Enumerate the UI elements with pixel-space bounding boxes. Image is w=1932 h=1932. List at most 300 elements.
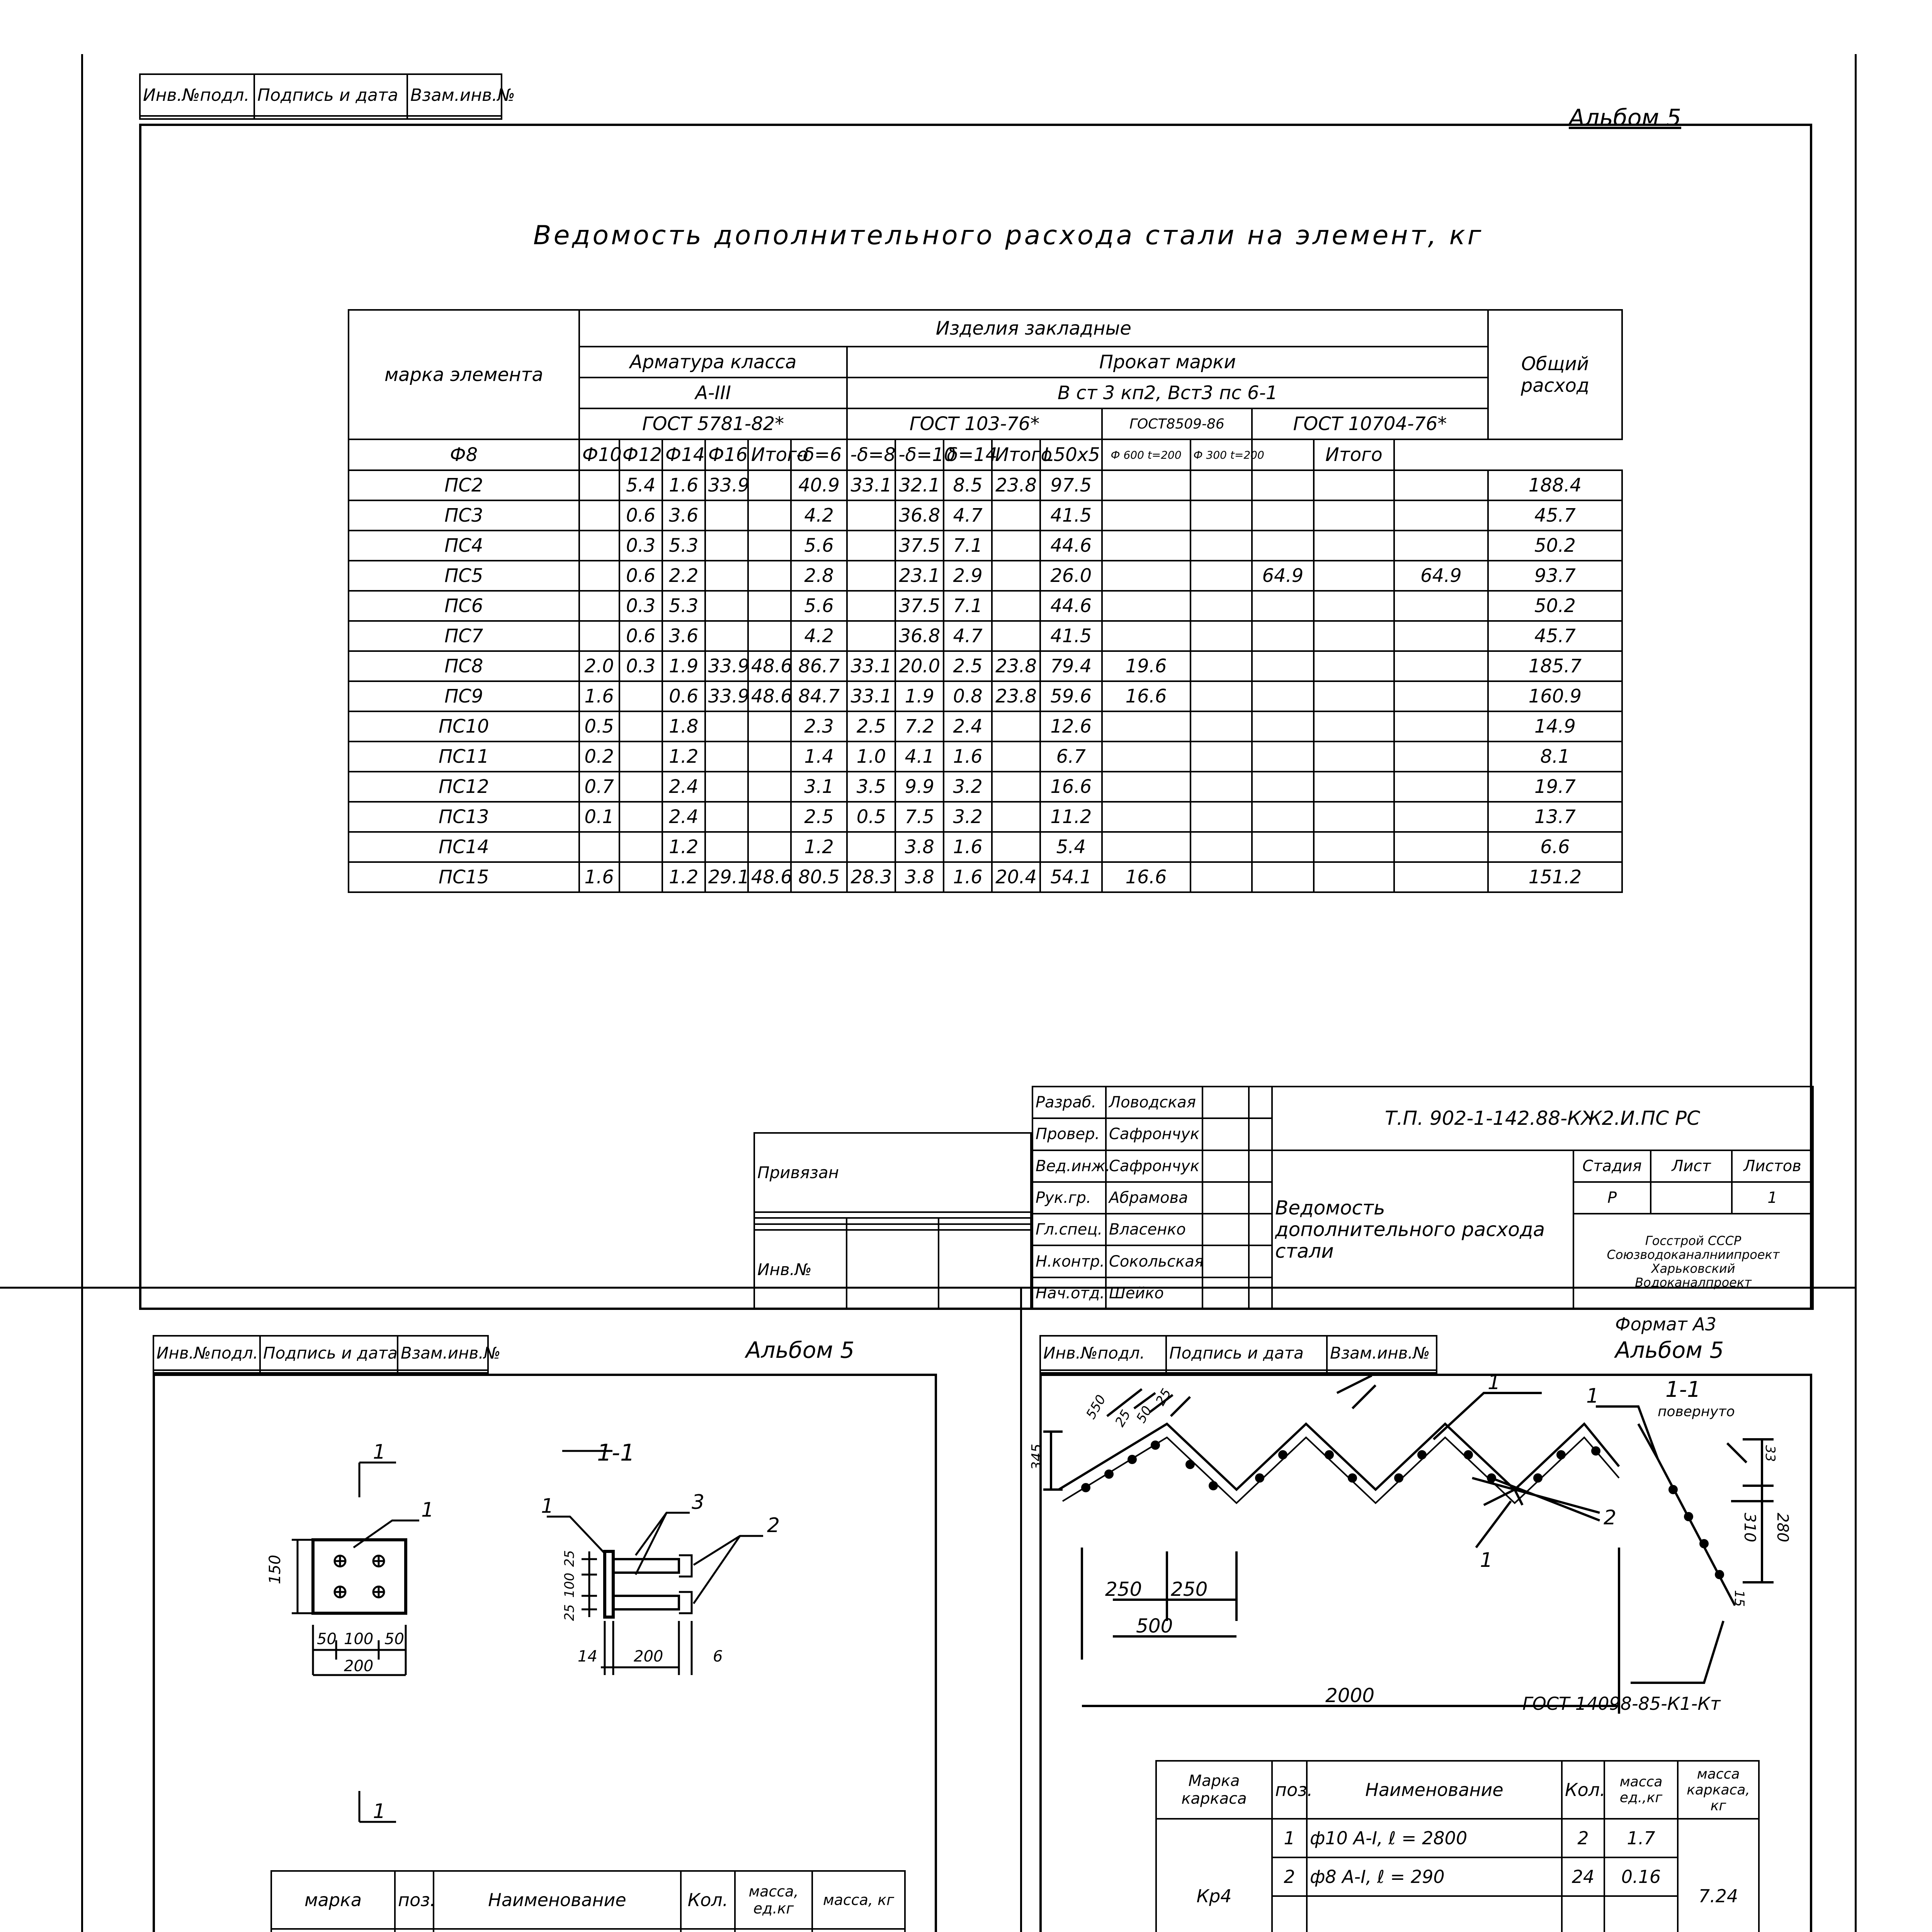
r-dim-250b: 250 — [1171, 1578, 1208, 1600]
row-cell — [1394, 651, 1488, 681]
lspec-r1-unit — [735, 1929, 812, 1932]
dim-25b: 25 — [562, 1604, 577, 1621]
top-stamp-name: Шейко — [1106, 1277, 1202, 1309]
left-callout-3: 3 — [692, 1491, 705, 1514]
row-cell: 48.6 — [748, 681, 791, 711]
col-sub-10: Итого — [992, 439, 1040, 470]
top-stamp-org1: Госстрой СССР — [1645, 1233, 1742, 1248]
row-mark: ПС12 — [349, 772, 579, 802]
row-cell: 5.4 — [619, 470, 662, 500]
lspec-r1-name — [434, 1929, 681, 1932]
table-row — [349, 531, 1622, 561]
col-sub-4: Ф16 — [705, 439, 748, 470]
col-sub-13: Ф 300 t=200 — [1190, 439, 1252, 470]
row-cell: 5.6 — [791, 531, 847, 561]
row-cell: 41.5 — [1040, 500, 1102, 531]
right-stub-replace: Взам.инв.№ — [1327, 1336, 1437, 1370]
row-cell: 2.2 — [662, 561, 705, 591]
row-cell — [619, 832, 662, 862]
row-cell: 16.6 — [1102, 862, 1190, 892]
row-cell: 1.6 — [944, 742, 992, 772]
top-stamp-name: Сафрончук — [1106, 1150, 1202, 1182]
row-cell — [1394, 500, 1488, 531]
row-cell — [619, 681, 662, 711]
row-cell — [1190, 772, 1252, 802]
dim-200: 200 — [344, 1657, 374, 1675]
row-cell: 48.6 — [748, 651, 791, 681]
left-stub-sign: Подпись и дата — [260, 1336, 398, 1370]
left-album: Альбом 5 — [746, 1337, 855, 1363]
row-cell — [1190, 711, 1252, 742]
row-cell: 44.6 — [1040, 531, 1102, 561]
row-cell: 7.1 — [944, 591, 992, 621]
row-cell — [1314, 561, 1394, 591]
top-stamp-role: Гл.спец. — [1032, 1214, 1106, 1245]
row-cell — [748, 711, 791, 742]
col-sub-0: Ф8 — [349, 439, 579, 470]
row-cell: 6.7 — [1040, 742, 1102, 772]
row-cell: 1.9 — [895, 681, 944, 711]
row-cell: 33.1 — [847, 651, 895, 681]
top-stamp-title: Ведомость дополнительного расхода стали — [1272, 1150, 1573, 1309]
row-mark: ПС10 — [349, 711, 579, 742]
table-row — [349, 862, 1622, 892]
row-cell: 0.6 — [619, 621, 662, 651]
row-mark: ПС7 — [349, 621, 579, 651]
right-album: Альбом 5 — [1615, 1337, 1724, 1363]
row-cell — [1102, 500, 1190, 531]
row-cell: 33.1 — [847, 470, 895, 500]
row-cell: 151.2 — [1488, 862, 1622, 892]
row-cell: 33.9 — [705, 470, 748, 500]
row-cell: 2.3 — [791, 711, 847, 742]
row-cell: 0.8 — [944, 681, 992, 711]
col-sub-1: Ф10 — [579, 439, 619, 470]
row-cell: 3.2 — [944, 772, 992, 802]
row-cell — [1314, 742, 1394, 772]
row-cell: 2.5 — [847, 711, 895, 742]
rspec-r2-unit: 0.16 — [1604, 1857, 1678, 1896]
row-cell: 80.5 — [791, 862, 847, 892]
row-cell: 7.5 — [895, 802, 944, 832]
row-cell: 44.6 — [1040, 591, 1102, 621]
row-mark: ПС13 — [349, 802, 579, 832]
col-sub-8: -δ=10 — [895, 439, 944, 470]
col-head-rebar: Арматура класса — [579, 347, 847, 378]
top-stamp-name: Власенко — [1106, 1214, 1202, 1245]
dim-14: 14 — [578, 1648, 597, 1665]
row-cell: 59.6 — [1040, 681, 1102, 711]
row-cell: 185.7 — [1488, 651, 1622, 681]
table-row — [349, 802, 1622, 832]
row-cell — [579, 561, 619, 591]
row-cell: 3.6 — [662, 621, 705, 651]
row-cell: 6.6 — [1488, 832, 1622, 862]
row-cell: 0.6 — [662, 681, 705, 711]
row-cell — [1102, 772, 1190, 802]
row-cell: 2.5 — [791, 802, 847, 832]
col-head-gost10704: ГОСТ 10704-76* — [1252, 408, 1488, 439]
row-cell — [1102, 531, 1190, 561]
row-cell — [1252, 772, 1314, 802]
row-cell: 3.5 — [847, 772, 895, 802]
row-cell: 28.3 — [847, 862, 895, 892]
top-stamp-org — [1573, 1214, 1813, 1309]
top-stamp-org3: Харьковский — [1651, 1261, 1735, 1276]
row-cell: 5.4 — [1040, 832, 1102, 862]
row-cell — [1252, 651, 1314, 681]
row-cell — [1314, 591, 1394, 621]
r-dim-25a: 25 — [1112, 1407, 1134, 1430]
row-cell — [1314, 651, 1394, 681]
row-cell: 7.2 — [895, 711, 944, 742]
row-mark: ПС5 — [349, 561, 579, 591]
inv-label: Инв.№ — [754, 1230, 847, 1309]
row-cell — [992, 561, 1040, 591]
row-cell — [1252, 862, 1314, 892]
r-dim-15: 15 — [1731, 1590, 1747, 1607]
r-dim-345: 345 — [1029, 1444, 1045, 1470]
lspec-h-name: Наименование — [434, 1871, 681, 1929]
table-row — [349, 772, 1622, 802]
row-cell: 97.5 — [1040, 470, 1102, 500]
rspec-r2-name: ф8 А-I, ℓ = 290 — [1307, 1857, 1562, 1896]
row-cell — [1314, 681, 1394, 711]
sheet-right-edge — [1855, 54, 1857, 1932]
table-row — [349, 742, 1622, 772]
row-cell: 2.5 — [944, 651, 992, 681]
row-cell: 0.3 — [619, 651, 662, 681]
row-cell — [705, 531, 748, 561]
row-cell: 2.8 — [791, 561, 847, 591]
row-cell — [1190, 531, 1252, 561]
table-row — [349, 832, 1622, 862]
top-stamp-org2: Союзводоканалниипроект — [1607, 1247, 1780, 1262]
col-sub-5: Итого — [748, 439, 791, 470]
row-cell — [1190, 742, 1252, 772]
table-row — [349, 651, 1622, 681]
stub-replace: Взам.инв.№ — [407, 74, 502, 116]
row-cell: 14.9 — [1488, 711, 1622, 742]
row-cell: 7.1 — [944, 531, 992, 561]
row-cell: 3.1 — [791, 772, 847, 802]
lspec-r1-qty — [681, 1929, 735, 1932]
table-row — [349, 561, 1622, 591]
row-cell: 86.7 — [791, 651, 847, 681]
right-stub-sign: Подпись и дата — [1166, 1336, 1327, 1370]
row-cell — [1102, 470, 1190, 500]
row-cell: 2.4 — [944, 711, 992, 742]
col-head-total: Общий расход — [1488, 310, 1622, 439]
left-drawing — [153, 1374, 937, 1876]
row-cell — [1102, 561, 1190, 591]
r-dim-280: 280 — [1774, 1513, 1791, 1543]
row-cell — [748, 772, 791, 802]
row-cell: 1.2 — [662, 862, 705, 892]
row-cell — [748, 802, 791, 832]
row-cell — [1394, 742, 1488, 772]
row-cell: 0.3 — [619, 531, 662, 561]
top-stamp-sheets-h: Листов — [1732, 1150, 1813, 1182]
row-cell — [1314, 500, 1394, 531]
row-cell — [847, 621, 895, 651]
row-mark: ПС3 — [349, 500, 579, 531]
r-dim-310: 310 — [1741, 1513, 1759, 1543]
right-gost: ГОСТ 14098-85-К1-Кт — [1522, 1693, 1721, 1714]
top-stamp-role: Провер. — [1032, 1118, 1106, 1150]
r-callout-1c: 1 — [1480, 1549, 1493, 1572]
row-cell: 19.7 — [1488, 772, 1622, 802]
row-cell: 5.3 — [662, 531, 705, 561]
left-callout-2: 2 — [767, 1514, 780, 1537]
rspec-h-qty: Кол. — [1562, 1761, 1604, 1819]
left-marker-top: 1 — [373, 1440, 386, 1464]
row-cell — [1394, 862, 1488, 892]
row-cell — [705, 772, 748, 802]
row-cell: 0.3 — [619, 591, 662, 621]
row-cell: 1.8 — [662, 711, 705, 742]
row-cell: 0.1 — [579, 802, 619, 832]
top-stamp-sheet-h: Лист — [1651, 1150, 1732, 1182]
row-cell — [619, 802, 662, 832]
left-stub-inv: Инв.№подл. — [153, 1336, 260, 1370]
dim-150: 150 — [266, 1554, 284, 1584]
rspec-h-pos: поз. — [1272, 1761, 1307, 1819]
row-cell — [579, 591, 619, 621]
row-cell — [1102, 742, 1190, 772]
row-cell: 5.3 — [662, 591, 705, 621]
row-cell — [992, 832, 1040, 862]
row-cell — [1314, 470, 1394, 500]
row-cell: 2.4 — [662, 802, 705, 832]
row-cell — [1190, 651, 1252, 681]
rspec-r1-name: ф10 А-I, ℓ = 2800 — [1307, 1819, 1562, 1857]
lspec-h-mark: марка — [271, 1871, 395, 1929]
row-cell — [1314, 832, 1394, 862]
row-cell — [1102, 591, 1190, 621]
row-cell: 0.2 — [579, 742, 619, 772]
dim-50a: 50 — [317, 1630, 337, 1648]
row-cell: 1.2 — [662, 742, 705, 772]
row-cell — [1102, 621, 1190, 651]
row-cell: 23.8 — [992, 470, 1040, 500]
row-cell: 20.0 — [895, 651, 944, 681]
r-callout-2: 2 — [1604, 1506, 1617, 1529]
col-head-gost103: ГОСТ 103-76* — [847, 408, 1102, 439]
lspec-h-pos: поз. — [395, 1871, 434, 1929]
row-cell: 36.8 — [895, 500, 944, 531]
row-cell — [1394, 802, 1488, 832]
row-cell: 84.7 — [791, 681, 847, 711]
row-mark: ПС15 — [349, 862, 579, 892]
row-cell — [847, 591, 895, 621]
row-cell — [1314, 802, 1394, 832]
top-stamp-name: Сокольская — [1106, 1245, 1202, 1277]
steel-table — [348, 309, 1623, 893]
row-cell: 1.6 — [579, 862, 619, 892]
row-mark: ПС9 — [349, 681, 579, 711]
table-row — [349, 500, 1622, 531]
top-stamp-sheets: 1 — [1732, 1182, 1813, 1214]
rspec-mark: Кр4 — [1156, 1819, 1272, 1932]
row-cell — [992, 772, 1040, 802]
row-cell: 2.0 — [579, 651, 619, 681]
row-cell: 19.6 — [1102, 651, 1190, 681]
top-stamp-name: Сафрончук — [1106, 1118, 1202, 1150]
col-sub-3: Ф14 — [662, 439, 705, 470]
lspec-h-qty: Кол. — [681, 1871, 735, 1929]
top-stub — [139, 73, 515, 120]
col-head-rolled-grade: В ст 3 кп2, Вст3 пс 6-1 — [847, 378, 1488, 408]
row-cell — [1314, 621, 1394, 651]
row-cell: 8.5 — [944, 470, 992, 500]
row-mark: ПС4 — [349, 531, 579, 561]
row-cell: 4.7 — [944, 621, 992, 651]
lspec-r1-pos — [395, 1929, 434, 1932]
row-cell: 0.6 — [619, 500, 662, 531]
r-dim-25b: 25 — [1153, 1386, 1175, 1408]
row-cell: 41.5 — [1040, 621, 1102, 651]
r-dim-50: 50 — [1133, 1403, 1155, 1426]
row-cell — [1314, 531, 1394, 561]
row-cell — [1314, 862, 1394, 892]
row-cell: 0.5 — [847, 802, 895, 832]
r-dim-250a: 250 — [1105, 1578, 1142, 1600]
row-cell: 1.6 — [579, 681, 619, 711]
dim-200b: 200 — [634, 1648, 663, 1665]
row-cell — [1102, 802, 1190, 832]
row-cell — [847, 531, 895, 561]
table-row — [349, 681, 1622, 711]
row-cell — [748, 621, 791, 651]
row-cell — [705, 591, 748, 621]
row-cell: 16.6 — [1102, 681, 1190, 711]
stub-sign: Подпись и дата — [254, 74, 407, 116]
right-stub — [1039, 1335, 1437, 1374]
row-cell — [705, 802, 748, 832]
row-cell: 1.9 — [662, 651, 705, 681]
row-cell: 0.7 — [579, 772, 619, 802]
row-mark: ПС14 — [349, 832, 579, 862]
row-cell — [1190, 862, 1252, 892]
row-cell: 9.9 — [895, 772, 944, 802]
top-stamp-stage: Р — [1573, 1182, 1651, 1214]
row-cell — [1252, 742, 1314, 772]
r-callout-1b: 1 — [1586, 1384, 1599, 1408]
row-cell — [1252, 591, 1314, 621]
row-cell: 4.2 — [791, 500, 847, 531]
top-stamp-role: Рук.гр. — [1032, 1182, 1106, 1214]
row-cell: 50.2 — [1488, 531, 1622, 561]
top-stamp-org4: Водоканалпроект — [1635, 1275, 1752, 1290]
row-cell: 188.4 — [1488, 470, 1622, 500]
row-cell — [1314, 711, 1394, 742]
dim-25a: 25 — [562, 1550, 577, 1567]
col-head-rebar-class: А-III — [579, 378, 847, 408]
r-dim-550: 550 — [1083, 1392, 1109, 1422]
row-cell: 2.4 — [662, 772, 705, 802]
lspec-total — [812, 1929, 905, 1932]
row-cell: 1.6 — [944, 862, 992, 892]
row-cell: 40.9 — [791, 470, 847, 500]
col-sub-2: Ф12 — [619, 439, 662, 470]
row-cell — [1190, 561, 1252, 591]
left-callout-1b: 1 — [541, 1495, 554, 1518]
row-cell — [1190, 681, 1252, 711]
row-cell — [1190, 500, 1252, 531]
left-stub-replace: Взам.инв.№ — [398, 1336, 488, 1370]
album-label: Альбом 5 — [1569, 104, 1681, 131]
row-cell: 33.9 — [705, 651, 748, 681]
rspec-h-mark: Марка каркаса — [1156, 1761, 1272, 1819]
dim-100b: 100 — [562, 1573, 577, 1598]
top-stamp-name: Абрамова — [1106, 1182, 1202, 1214]
row-cell: 11.2 — [1040, 802, 1102, 832]
row-cell — [1102, 711, 1190, 742]
row-mark: ПС6 — [349, 591, 579, 621]
r-callout-1a: 1 — [1488, 1371, 1501, 1394]
row-mark: ПС8 — [349, 651, 579, 681]
row-cell — [705, 832, 748, 862]
right-stub-inv: Инв.№подл. — [1040, 1336, 1166, 1370]
dim-6: 6 — [713, 1648, 723, 1665]
row-cell — [1252, 802, 1314, 832]
row-cell — [1190, 802, 1252, 832]
row-cell — [579, 832, 619, 862]
row-cell — [1394, 470, 1488, 500]
row-cell — [1190, 621, 1252, 651]
r-dim-2000: 2000 — [1325, 1684, 1375, 1707]
row-cell — [579, 500, 619, 531]
row-cell — [705, 742, 748, 772]
lspec-h-mass: масса, кг — [812, 1871, 905, 1929]
row-cell — [748, 742, 791, 772]
row-cell — [705, 561, 748, 591]
rspec-r2-pos: 2 — [1272, 1857, 1307, 1896]
row-cell: 45.7 — [1488, 621, 1622, 651]
row-cell: 29.1 — [705, 862, 748, 892]
row-cell — [1394, 531, 1488, 561]
row-cell — [1314, 772, 1394, 802]
rspec-h-name: Наименование — [1307, 1761, 1562, 1819]
rspec-h-mass: масса каркаса, кг — [1678, 1761, 1759, 1819]
row-cell: 50.2 — [1488, 591, 1622, 621]
col-head-items: Изделия закладные — [579, 310, 1488, 347]
rspec-r1-pos: 1 — [1272, 1819, 1307, 1857]
row-cell — [992, 531, 1040, 561]
row-cell: 36.8 — [895, 621, 944, 651]
top-stamp-name: Ловодская — [1106, 1087, 1202, 1118]
col-sub-9: δ=14 — [944, 439, 992, 470]
left-spec-table — [270, 1870, 906, 1932]
table-row — [349, 621, 1622, 651]
row-cell — [1394, 711, 1488, 742]
row-cell — [705, 711, 748, 742]
row-cell: 1.2 — [791, 832, 847, 862]
row-cell — [748, 561, 791, 591]
stub-inv: Инв.№подл. — [140, 74, 254, 116]
row-cell — [992, 802, 1040, 832]
row-cell: 23.8 — [992, 681, 1040, 711]
row-cell: 33.1 — [847, 681, 895, 711]
col-sub-6: -δ=6 — [791, 439, 847, 470]
rspec-r2-qty: 24 — [1562, 1857, 1604, 1896]
right-section-title: 1-1 — [1665, 1377, 1701, 1402]
row-cell — [1190, 832, 1252, 862]
right-spec-table — [1155, 1760, 1760, 1932]
row-cell: 1.6 — [944, 832, 992, 862]
row-cell — [1394, 591, 1488, 621]
